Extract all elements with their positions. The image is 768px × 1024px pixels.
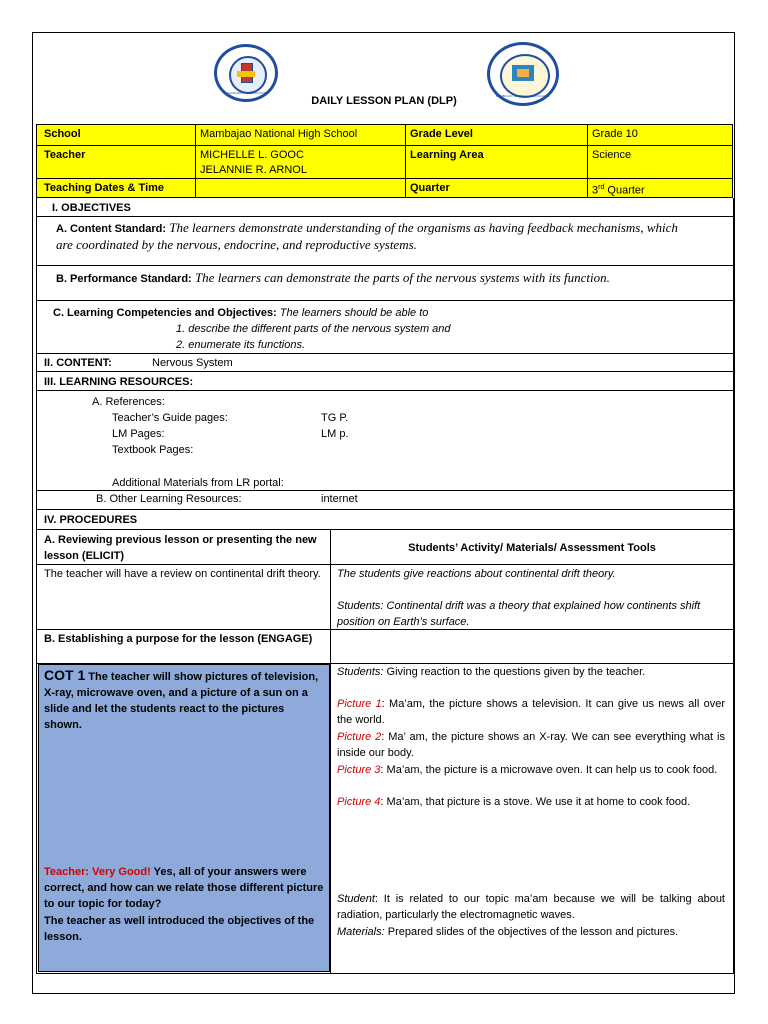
lm-label: LM Pages: [112,428,165,440]
elicit-heading: A. Reviewing previous lesson or presenting the new lesson (ELICIT) [44,534,317,562]
objectives-heading: I. OBJECTIVES [52,202,131,214]
picture-1-response: Picture 1: Ma’am, the picture shows a television. It can give us news all over the world. [337,698,725,726]
grade-value: Grade 10 [592,128,638,140]
competency-1: 1. describe the different parts of the nervous system and [176,323,451,335]
document-title: DAILY LESSON PLAN (DLP) [311,95,457,107]
quarter-value: 3rd Quarter [592,184,645,197]
competency-2: 2. enumerate its functions. [176,339,306,351]
references-label: A. References: [92,396,165,408]
students-column-heading: Students’ Activity/ Materials/ Assessment Tools [408,542,656,554]
elicit-teacher-activity: The teacher will have a review on continental drift theory. [44,568,321,580]
students-reaction: Students: Giving reaction to the questions given by the teacher. [337,666,646,678]
tg-label: Teacher’s Guide pages: [112,412,228,424]
engage-heading: B. Establishing a purpose for the lesson (ENGAGE) [44,633,313,645]
other-resources-value: internet [321,493,358,505]
picture-3-response: Picture 3: Ma’am, the picture is a microwave oven. It can help us to cook food. [337,764,718,776]
resources-heading: III. LEARNING RESOURCES: [44,376,194,388]
deped-seal [214,44,278,102]
elicit-student-activity-1: The students give reactions about continental drift theory. [337,568,616,580]
teacher-label: Teacher [44,149,86,161]
teacher-name-2: JELANNIE R. ARNOL [200,164,307,176]
materials: Materials: Prepared slides of the objectives of the lesson and pictures. [337,926,679,938]
textbook-label: Textbook Pages: [112,444,194,456]
dates-label: Teaching Dates & Time [44,182,165,194]
grade-label: Grade Level [410,128,473,140]
performance-standard: B. Performance Standard: The learners can demonstrate the parts of the nervous systems with its function. [56,270,610,285]
content-standard: A. Content Standard: The learners demonstrate understanding of the organisms as having feedback mechanisms, which are coordinated by the nervous, endocrine, and reproductive systems. [56,220,678,252]
deped-seal-label: KAGAWARAN NG EDUKASYON [223,91,269,95]
quarter-label: Quarter [410,182,450,194]
tg-value: TG P. [321,412,349,424]
content-value: Nervous System [152,357,233,369]
area-value: Science [592,149,632,161]
lm-value: LM p. [321,428,349,440]
teacher-praise: Teacher: Very Good! Yes, all of your answers were correct, and how can we relate those different picture to our topic for today? [44,866,324,910]
competencies: C. Learning Competencies and Objectives: The learners should be able to [53,307,429,319]
additional-label: Additional Materials from LR portal: [112,477,284,489]
picture-4-response: Picture 4: Ma’am, that picture is a stove. We use it at home to cook food. [337,796,691,808]
other-resources-label: B. Other Learning Resources: [96,493,242,505]
procedures-heading: IV. PROCEDURES [44,514,138,526]
content-label: II. CONTENT: [44,357,112,369]
elicit-student-activity-2: Students: Continental drift was a theory that explained how continents shift position on Earth’s surface. [337,600,701,628]
school-seal-label: MAMBAJAO NATIONAL HIGH SCHOOL [495,94,551,98]
teacher-name-1: MICHELLE L. GOOC [200,149,304,161]
area-label: Learning Area [410,149,484,161]
cot-teacher-activity: COT 1 The teacher will show pictures of television, X-ray, microwave oven, and a picture of a sun on a slide and let the students react to the pictures shown. [44,667,319,731]
school-label: School [44,128,81,140]
picture-2-response: Picture 2: Ma’ am, the picture shows an X-ray. We can see everything what is inside our body. [337,731,725,759]
student-relation: Student: It is related to our topic ma’am because we will be talking about radiation, particularly the electromagnetic waves. [337,893,725,921]
school-value: Mambajao National High School [200,128,358,140]
teacher-intro: The teacher as well introduced the objectives of the lesson. [44,915,315,943]
